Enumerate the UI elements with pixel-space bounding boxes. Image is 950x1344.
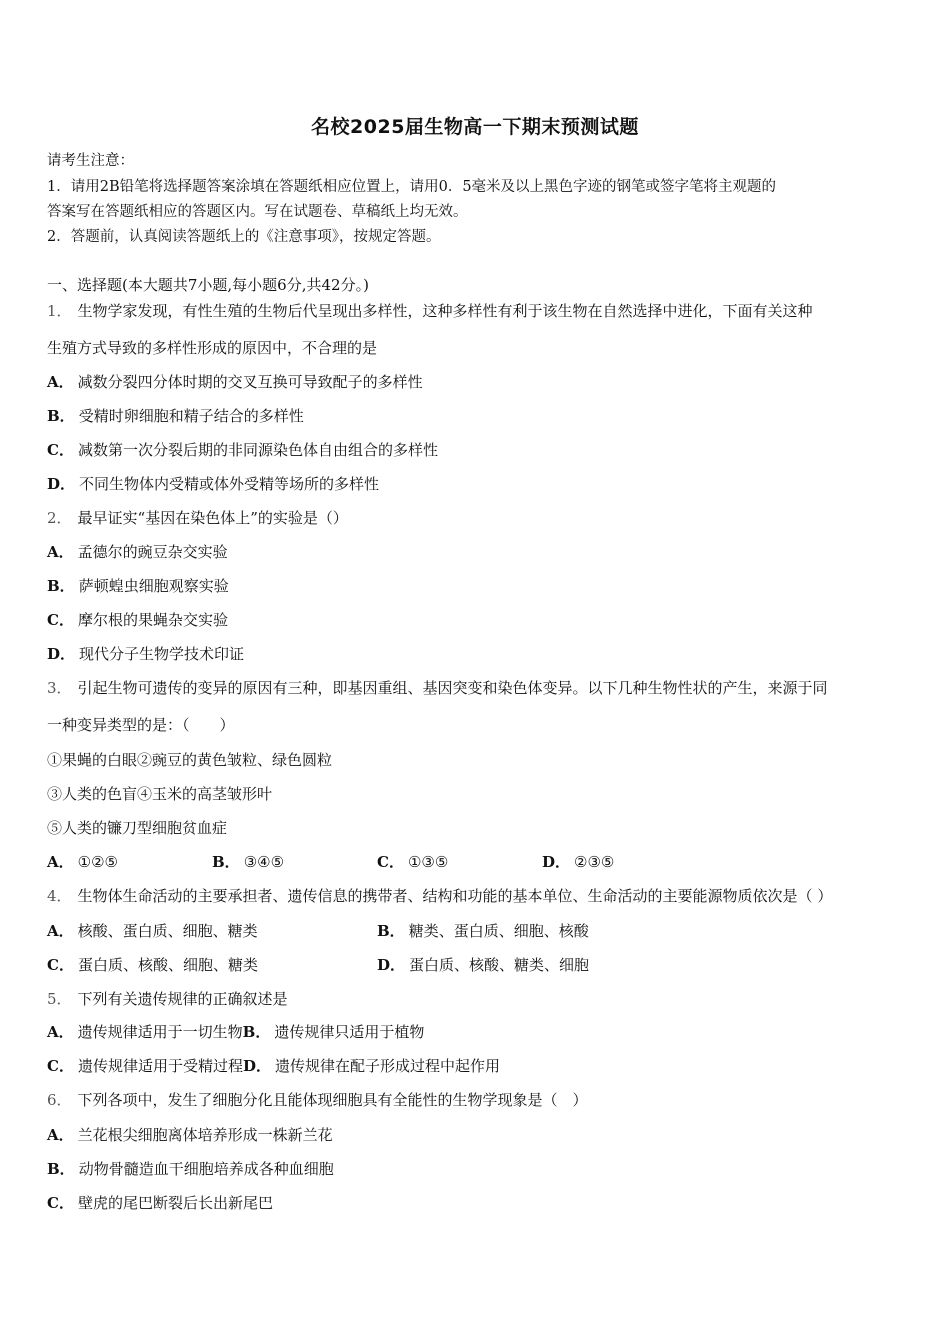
option-label: B． xyxy=(242,1023,271,1041)
option-d xyxy=(377,955,589,975)
option-d xyxy=(47,474,379,494)
option-a xyxy=(47,542,228,562)
option-label: D． xyxy=(242,1057,271,1075)
option-c xyxy=(47,955,258,975)
option-text: 遗传规律适用于受精过程 xyxy=(77,1057,243,1075)
question-number: 5． xyxy=(47,990,72,1008)
page-title: 名校2025届生物高一下期末预测试题 xyxy=(311,116,639,138)
option-b xyxy=(212,852,284,872)
option-b xyxy=(47,1159,334,1179)
option-label: B． xyxy=(47,407,75,425)
option-label: A． xyxy=(47,922,74,940)
option-text: 减数分裂四分体时期的交叉互换可导致配子的多样性 xyxy=(77,373,423,391)
question-3-cont: 一种变异类型的是：（ ） xyxy=(47,716,235,734)
option-label: A． xyxy=(47,1126,74,1144)
question-number: 4． xyxy=(47,887,72,905)
option-text: ③④⑤ xyxy=(243,853,285,871)
notice-heading: 请考生注意： xyxy=(47,153,134,169)
question-4 xyxy=(47,886,832,906)
notice-item-2: 2．答题前，认真阅读答题纸上的《注意事项》，按规定答题。 xyxy=(47,229,441,245)
option-b xyxy=(377,921,589,941)
option-label: C． xyxy=(47,611,74,629)
question-stem: 下列有关遗传规律的正确叙述是 xyxy=(77,990,288,1008)
option-text: ②③⑤ xyxy=(574,853,615,871)
option-c xyxy=(47,440,438,460)
option-text: 减数第一次分裂后期的非同源染色体自由组合的多样性 xyxy=(77,441,438,459)
option-text: 孟德尔的豌豆杂交实验 xyxy=(77,543,228,561)
option-d xyxy=(243,1057,500,1075)
option-a xyxy=(47,1023,243,1041)
option-b xyxy=(243,1023,425,1041)
option-label: D． xyxy=(47,645,76,663)
question-number: 6． xyxy=(47,1091,72,1109)
option-label: D． xyxy=(47,475,76,493)
option-label: B． xyxy=(212,853,240,871)
option-text: 蛋白质、核酸、糖类、细胞 xyxy=(409,956,590,974)
question-6 xyxy=(47,1090,588,1110)
option-b xyxy=(47,576,229,596)
option-label: C． xyxy=(47,956,74,974)
option-text: 动物骨髓造血干细胞培养成各种血细胞 xyxy=(78,1160,334,1178)
option-label: B． xyxy=(47,1160,75,1178)
notice-item-1-cont: 答案写在答题纸相应的答题区内。写在试题卷、草稿纸上均无效。 xyxy=(47,204,468,220)
option-label: A． xyxy=(47,373,74,391)
question-3 xyxy=(47,678,828,698)
option-text: 遗传规律只适用于植物 xyxy=(274,1023,425,1041)
question-1 xyxy=(47,301,813,321)
option-d xyxy=(542,852,614,872)
question-5 xyxy=(47,989,288,1009)
option-c xyxy=(47,610,228,630)
option-a xyxy=(47,921,258,941)
question-stem: 生物学家发现，有性生殖的生物后代呈现出多样性，这种多样性有利于该生物在自然选择中进化，下面有关这种 xyxy=(77,302,813,320)
question-number: 3． xyxy=(47,679,72,697)
question-stem: 最早证实“基因在染色体上”的实验是（） xyxy=(77,509,348,527)
option-c xyxy=(377,852,448,872)
option-text: 受精时卵细胞和精子结合的多样性 xyxy=(78,407,304,425)
option-row xyxy=(47,1022,424,1042)
question-number: 1． xyxy=(47,302,72,320)
option-label: A． xyxy=(47,1023,74,1041)
question-1-cont: 生殖方式导致的多样性形成的原因中，不合理的是 xyxy=(47,339,378,357)
option-label: A． xyxy=(47,543,74,561)
option-text: 遗传规律适用于一切生物 xyxy=(77,1023,243,1041)
question-2 xyxy=(47,508,348,528)
option-c xyxy=(47,1057,243,1075)
section-heading: 一、选择题(本大题共7小题,每小题6分,共42分。) xyxy=(47,276,369,294)
option-label: D． xyxy=(542,853,571,871)
option-label: C． xyxy=(47,1194,74,1212)
question-stem: 生物体生命活动的主要承担者、遗传信息的携带者、结构和功能的基本单位、生命活动的主要能源物质依次是（ ） xyxy=(77,887,833,905)
option-text: ①②⑤ xyxy=(77,853,118,871)
option-label: B． xyxy=(47,577,75,595)
option-b xyxy=(47,406,304,426)
option-label: A． xyxy=(47,853,74,871)
notice-item-1: 1．请用2B铅笔将选择题答案涂填在答题纸相应位置上，请用0．5毫米及以上黑色字迹的钢笔或签字笔将主观题的 xyxy=(47,179,777,195)
question-stem: 引起生物可遗传的变异的原因有三种，即基因重组、基因突变和染色体变异。以下几种生物性状的产生，来源于同 xyxy=(77,679,828,697)
option-text: 遗传规律在配子形成过程中起作用 xyxy=(274,1057,500,1075)
option-label: C． xyxy=(47,1057,74,1075)
option-text: 不同生物体内受精或体外受精等场所的多样性 xyxy=(79,475,380,493)
option-label: B． xyxy=(377,922,405,940)
option-c xyxy=(47,1193,273,1213)
option-label: C． xyxy=(377,853,404,871)
option-label: D． xyxy=(377,956,406,974)
option-text: 兰花根尖细胞离体培养形成一株新兰花 xyxy=(77,1126,333,1144)
statement-item: ③人类的色盲④玉米的高茎皱形叶 xyxy=(47,785,273,803)
option-text: 糖类、蛋白质、细胞、核酸 xyxy=(408,922,589,940)
option-text: 现代分子生物学技术印证 xyxy=(79,645,245,663)
option-text: 壁虎的尾巴断裂后长出新尾巴 xyxy=(77,1194,273,1212)
question-stem: 下列各项中，发生了细胞分化且能体现细胞具有全能性的生物学现象是（ ） xyxy=(77,1091,588,1109)
option-a xyxy=(47,372,423,392)
option-a xyxy=(47,1125,333,1145)
statement-item: ⑤人类的镰刀型细胞贫血症 xyxy=(47,819,228,837)
option-a xyxy=(47,852,118,872)
statement-item: ①果蝇的白眼②豌豆的黄色皱粒、绿色圆粒 xyxy=(47,751,333,769)
option-row xyxy=(47,1056,500,1076)
option-text: ①③⑤ xyxy=(407,853,449,871)
option-text: 萨顿蝗虫细胞观察实验 xyxy=(78,577,229,595)
option-text: 蛋白质、核酸、细胞、糖类 xyxy=(77,956,258,974)
option-label: C． xyxy=(47,441,74,459)
option-text: 核酸、蛋白质、细胞、糖类 xyxy=(77,922,258,940)
question-number: 2． xyxy=(47,509,72,527)
option-d xyxy=(47,644,244,664)
option-text: 摩尔根的果蝇杂交实验 xyxy=(77,611,228,629)
